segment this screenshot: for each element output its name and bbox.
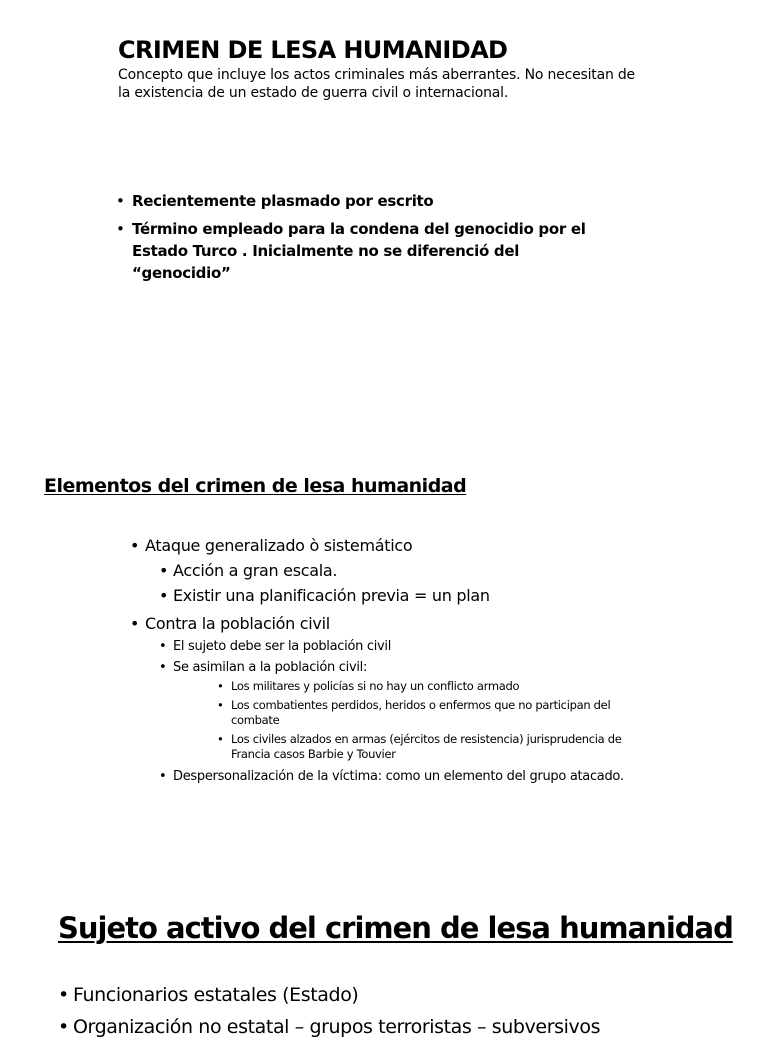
list-item: • Existir una planificación previa = un plan xyxy=(159,583,690,608)
list-item: • Funcionarios estatales (Estado) xyxy=(58,982,758,1008)
list-item xyxy=(130,534,690,608)
list-item: • Despersonalización de la víctima: como un elemento del grupo atacado. xyxy=(159,766,690,787)
list-item: • Recientemente plasmado por escrito xyxy=(116,190,606,212)
list-item xyxy=(130,612,690,787)
slide1-title: CRIMEN DE LESA HUMANIDAD xyxy=(118,36,508,64)
attack-label: Ataque generalizado ò sistemático xyxy=(145,536,413,555)
slide2-title: Elementos del crimen de lesa humanidad xyxy=(44,475,467,497)
list-item: • Organización no estatal – grupos terroristas – subversivos xyxy=(58,1014,758,1040)
civil-label: Contra la población civil xyxy=(145,614,330,633)
list-item: • Los combatientes perdidos, heridos o enfermos que no participan del combate xyxy=(217,698,647,728)
list-item xyxy=(159,657,690,762)
civil-sub-list xyxy=(159,636,690,787)
list-item: • Los militares y policías si no hay un conflicto armado xyxy=(217,679,647,694)
attack-sub-list xyxy=(159,558,690,608)
slide1-intro: Concepto que incluye los actos criminales más aberrantes. No necesitan de la existencia de un estado de guerra civil o internacional. xyxy=(118,67,635,101)
assimilated-label: Se asimilan a la población civil: xyxy=(173,660,368,675)
slide3-title: Sujeto activo del crimen de lesa humanidad xyxy=(58,911,733,945)
list-item: • Acción a gran escala. xyxy=(159,558,690,583)
list-item: • Término empleado para la condena del genocidio por el Estado Turco . Inicialmente no se diferenció del “genocidio” xyxy=(116,218,606,284)
slide2-bullet-list xyxy=(130,534,690,791)
slide1-bullet-list xyxy=(116,190,606,290)
slide3-bullet-list xyxy=(58,982,758,1046)
assimilated-sub-list xyxy=(217,679,647,762)
list-item: • El sujeto debe ser la población civil xyxy=(159,636,690,657)
list-item: • Los civiles alzados en armas (ejércitos de resistencia) jurisprudencia de Francia casos Barbie y Touvier xyxy=(217,732,647,762)
